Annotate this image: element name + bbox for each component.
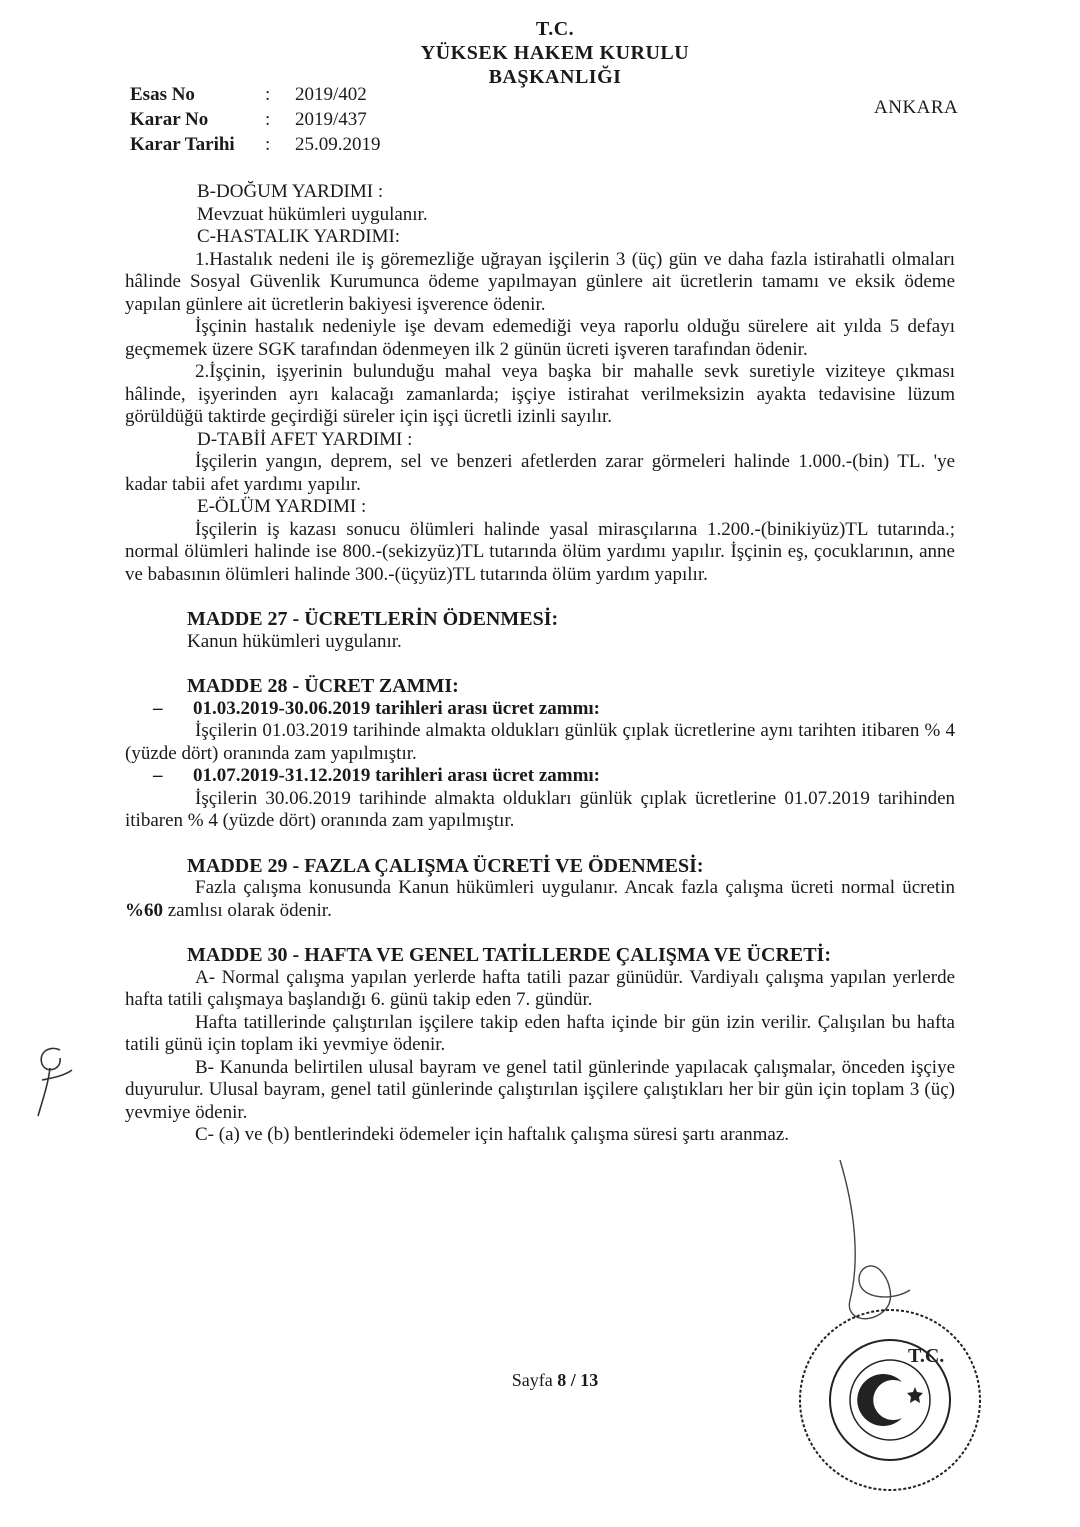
official-stamp (790, 1300, 990, 1500)
document-body (125, 181, 955, 1147)
article-29-text-c: zamlısı olarak ödenir. (163, 899, 332, 921)
meta-value: 2019/402 (295, 84, 367, 105)
meta-key: Esas No (130, 84, 195, 105)
article-28-subheading-1 (125, 698, 955, 721)
meta-sep: : (265, 109, 271, 130)
article-30-clause-b: B- Kanunda belirtilen ulusal bayram ve genel tatil günlerinde yapılacak çalışmalar, önceden işçiye duyurulur. Ulusal bayram, genel tatil günlerinde çalıştırılan işçilere çalıştıkları her bir gün için toplam 3 (üç) yevmiye ödenir. (125, 1056, 955, 1123)
section-d-text: İşçilerin yangın, deprem, sel ve benzeri afetlerden zarar görmeleri halinde 1.000.-(bin) TL. 'ye kadar tabii afet yardımı yapılır. (125, 451, 955, 495)
handwritten-mark (20, 1040, 80, 1120)
section-c-paragraph-3: 2.İşçinin, işyerinin bulunduğu mahal veya başka bir mahalle sevk suretiyle viziteye çıkması hâlinde, işyerinden ayrı kalacağı zamanlarda; işçiye istirahat verilmeksizin ayakta tedavisine lüzum görüldüğü taktirde geçirdiği süreler için işçi ücretli izinli sayılır. (125, 361, 955, 427)
article-28-title: MADDE 28 - ÜCRET ZAMMI: (187, 675, 459, 697)
header-tc: T.C. (535, 18, 575, 40)
header-institution: YÜKSEK HAKEM KURULU (420, 42, 690, 64)
stamp-text: T.C. (908, 1345, 945, 1367)
header-city: ANKARA (874, 97, 959, 118)
meta-key: Karar Tarihi (130, 134, 235, 155)
article-27-title: MADDE 27 - ÜCRETLERİN ÖDENMESİ: (187, 608, 559, 630)
section-e-text: İşçilerin iş kazası sonucu ölümleri halinde yasal mirasçılarına 1.200.-(binikiyüz)TL tutarında.; normal ölümleri halinde ise 800.-(sekizyüz)TL tutarında ölüm yardımı yapılır. İşçinin eş, çocuklarının, anne ve babasının ölümleri halinde 300.-(üçyüz)TL tutarında ölüm yardım yapılır. (125, 518, 955, 585)
article-30-clause-a2: Hafta tatillerinde çalıştırılan işçilere takip eden hafta içinde bir gün izin verilir. Çalışılan bu hafta tatili günü için toplam iki yevmiye ödenir. (125, 1011, 955, 1055)
section-c-title: C-HASTALIK YARDIMI: (197, 226, 401, 247)
article-28-text-2: İşçilerin 30.06.2019 tarihinde almakta oldukları günlük çıplak ücretlerine 01.07.2019 tarihinden itibaren % 4 (yüzde dört) oranında zam yapılmıştır. (125, 787, 955, 831)
meta-key: Karar No (130, 109, 209, 130)
meta-sep: : (265, 134, 271, 155)
article-29-rate: %60 (125, 899, 163, 921)
dash-bullet: – (153, 697, 163, 719)
article-30-clause-a: A- Normal çalışma yapılan yerlerde hafta tatili pazar günüdür. Vardiyalı çalışma yapılan yerlerde hafta tatili çalışmaya başlandığı 6. günü takip eden 7. gündür. (125, 966, 955, 1010)
meta-karar-tarihi (130, 134, 381, 156)
article-28-subheading-1-text: 01.03.2019-30.06.2019 tarihleri arası ücret zammı: (193, 697, 601, 719)
page-label: Sayfa (511, 1370, 553, 1390)
section-c-paragraph-1: 1.Hastalık nedeni ile iş göremezliğe uğrayan işçilerin 3 (üç) gün ve daha fazla istirahatli olmaları hâlinde Sosyal Güvenlik Kurumunca ödeme yapılmayan günlere ait ücretlerin tamamı ve eksik ödeme yapılan günlere ait ücretlerin bakiyesi işverence ödenir. (125, 248, 955, 315)
section-c-paragraph-2: İşçinin hastalık nedeniyle işe devam edemediği veya raporlu olduğu sürelere ait yılda 5 defayı geçmemek üzere SGK tarafından ödenmeyen ilk 2 günün ücreti işveren tarafından ödenir. (125, 316, 955, 360)
dash-bullet: – (153, 765, 163, 786)
article-28-subheading-2 (125, 765, 955, 788)
article-27-text: Kanun hükümleri uygulanır. (187, 630, 402, 652)
section-b-text: Mevzuat hükümleri uygulanır. (197, 203, 428, 225)
meta-value: 25.09.2019 (295, 134, 381, 155)
article-29-text-a: Fazla çalışma konusunda Kanun hükümleri uygulanır. Ancak fazla çalışma ücreti normal ücretin (195, 877, 955, 898)
article-30-title: MADDE 30 - HAFTA VE GENEL TATİLLERDE ÇALIŞMA VE ÜCRETİ: (187, 944, 832, 966)
article-29-title: MADDE 29 - FAZLA ÇALIŞMA ÜCRETİ VE ÖDENMESİ: (187, 854, 704, 877)
article-29-text (125, 877, 955, 922)
article-28-subheading-2-text: 01.07.2019-31.12.2019 tarihleri arası ücret zammı: (193, 765, 601, 786)
section-e-title: E-ÖLÜM YARDIMI : (197, 496, 367, 517)
meta-karar-no (130, 109, 367, 131)
section-d-title: D-TABİİ AFET YARDIMI : (197, 428, 413, 450)
article-30-clause-c: C- (a) ve (b) bentlerindeki ödemeler için haftalık çalışma süresi şartı aranmaz. (195, 1124, 790, 1145)
header-presidency: BAŞKANLIĞI (488, 66, 622, 88)
meta-esas-no (130, 84, 367, 106)
page-value: 8 / 13 (557, 1370, 599, 1390)
article-28-text-1: İşçilerin 01.03.2019 tarihinde almakta oldukları günlük çıplak ücretlerine aynı tarihten itibaren % 4 (yüzde dört) oranında zam yapılmıştır. (125, 720, 955, 764)
section-b-title: B-DOĞUM YARDIMI : (197, 181, 384, 202)
meta-sep: : (265, 84, 271, 105)
meta-value: 2019/437 (295, 109, 367, 130)
